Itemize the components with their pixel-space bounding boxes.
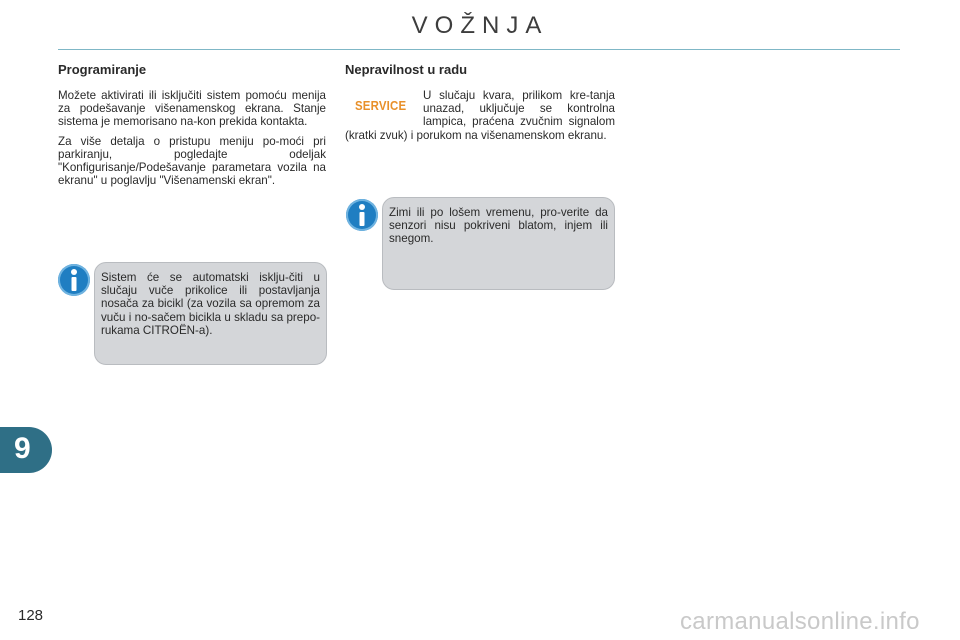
service-logo-text: SERVICE bbox=[355, 98, 407, 113]
info-icon bbox=[346, 199, 378, 231]
title-divider bbox=[58, 49, 900, 50]
page-title: VOŽNJA bbox=[411, 12, 549, 39]
programming-text bbox=[58, 89, 326, 193]
chapter-tab bbox=[0, 427, 52, 473]
chapter-number: 9 bbox=[14, 432, 31, 465]
info-box-winter-text: Zimi ili po lošem vremenu, pro-verite da senzori nisu pokriveni blatom, injem ili snegom. bbox=[389, 206, 608, 246]
malfunction-paragraph: U slučaju kvara, prilikom kre-tanja unazad, uključuje se kontrolna lampica, praćena zvučnim signalom (kratki zvuk) i porukom na višenamenskom ekranu. bbox=[345, 89, 615, 142]
programming-paragraph-2: Za više detalja o pristupu meniju po-moći pri parkiranju, pogledajte odeljak "Konfigurisanje/Podešavanje parametara vozila na ekranu" u poglavlju "Višenamenski ekran". bbox=[58, 134, 326, 188]
section-heading-programming: Programiranje bbox=[58, 62, 147, 77]
watermark: carmanualsonline.info bbox=[680, 608, 920, 635]
page-number: 128 bbox=[18, 607, 44, 624]
service-icon-spacer bbox=[345, 89, 423, 127]
programming-paragraph-1: Možete aktivirati ili isključiti sistem pomoću menija za podešavanje višenamenskog ekrana. Stanje sistema je memorisano na-kon prekida kontakta. bbox=[58, 89, 326, 129]
info-box-winter bbox=[382, 197, 615, 290]
section-heading-malfunction: Nepravilnost u radu bbox=[345, 62, 468, 77]
info-icon bbox=[58, 264, 90, 296]
info-box-towing bbox=[94, 262, 327, 365]
malfunction-text bbox=[345, 89, 615, 142]
info-box-towing-text: Sistem će se automatski isklju-čiti u slučaju vuče prikolice ili postavljanja nosača za bicikl (za vozila sa opremom za vuču i no-sačem bicikla u skladu sa prepo-rukama CITROËN-a). bbox=[101, 271, 320, 337]
